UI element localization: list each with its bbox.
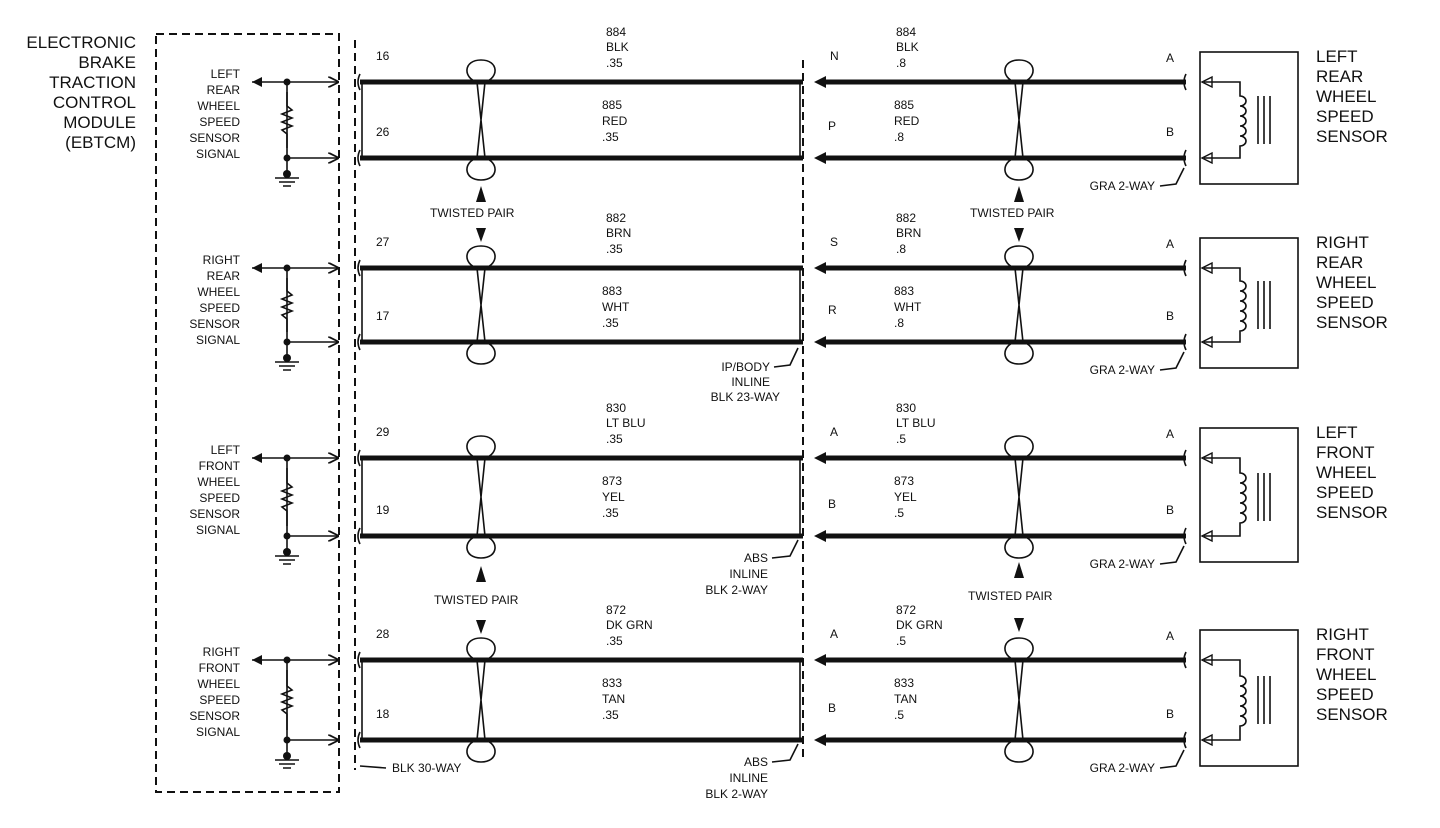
module-signal-label: SENSOR — [189, 317, 240, 331]
inline-pin-label: P — [828, 119, 837, 133]
wire-color: LT BLU — [896, 416, 936, 430]
twisted-pair-label: TWISTED PAIR — [430, 206, 515, 220]
sensor-box — [1200, 238, 1298, 368]
sensor-name-label: FRONT — [1316, 443, 1375, 462]
connector-arrow-icon — [814, 530, 826, 542]
module-signal-label: WHEEL — [197, 99, 240, 113]
inline-pin-label: A — [830, 425, 839, 439]
resistor-icon — [282, 92, 292, 148]
node-dot — [284, 265, 291, 272]
circuit-number: 882 — [896, 211, 917, 225]
ground-icon — [275, 362, 299, 370]
arrow-down-icon — [476, 620, 486, 634]
sensor-connector-label: GRA 2-WAY — [1089, 557, 1155, 571]
wire-color: YEL — [602, 490, 625, 504]
module-signal-label: SENSOR — [189, 709, 240, 723]
connector-arrow-icon — [814, 152, 826, 164]
sensor-pin-label: B — [1166, 309, 1175, 323]
circuit-number: 883 — [602, 284, 623, 298]
connector-arrow-icon — [814, 76, 826, 88]
wire-gauge: .8 — [894, 130, 905, 144]
wire-gauge: .35 — [602, 506, 619, 520]
module-pin-label: 17 — [376, 309, 390, 323]
module-signal-label: SIGNAL — [195, 147, 240, 161]
node-dot — [284, 455, 291, 462]
sensor-box — [1200, 630, 1298, 766]
arrow-up-icon — [1014, 186, 1024, 202]
wire-color: TAN — [602, 692, 626, 706]
module-title-line: (EBTCM) — [65, 133, 136, 152]
node-dot — [283, 752, 291, 760]
wire-gauge: .35 — [606, 432, 623, 446]
circuit-number: 833 — [894, 676, 915, 690]
ip-body-label: INLINE — [731, 375, 770, 389]
sensor-pin-label: B — [1166, 707, 1175, 721]
inline-pin-label: R — [828, 303, 837, 317]
circuit-number: 872 — [606, 603, 627, 617]
wire-color: DK GRN — [606, 618, 653, 632]
wire-gauge: .35 — [602, 708, 619, 722]
sensor-connector-label: GRA 2-WAY — [1089, 179, 1155, 193]
sensor-name-label: SENSOR — [1316, 127, 1388, 146]
arrow-up-icon — [476, 186, 486, 202]
connector-end — [1184, 652, 1186, 748]
arrow-up-icon — [1014, 562, 1024, 578]
twisted-pair-icon — [1005, 60, 1033, 180]
wire-color: DK GRN — [896, 618, 943, 632]
module-pin-label: 19 — [376, 503, 390, 517]
module-signal-label: WHEEL — [197, 475, 240, 489]
sensor-pin-label: B — [1166, 125, 1175, 139]
abs-inline-leader — [772, 744, 798, 762]
wire-gauge: .8 — [896, 56, 907, 70]
wire-color: YEL — [894, 490, 917, 504]
twisted-pair-label: TWISTED PAIR — [434, 593, 519, 607]
sensor-pin-label: A — [1166, 51, 1175, 65]
node-dot — [283, 354, 291, 362]
sensor-coil-icon — [1204, 660, 1246, 740]
pair-bracket — [362, 458, 800, 536]
abs-inline-label: ABS — [743, 755, 768, 769]
wire-gauge: .35 — [606, 634, 623, 648]
pair-bracket — [362, 660, 800, 740]
arrow-left-icon — [252, 655, 262, 665]
resistor-icon — [282, 468, 292, 526]
ground-icon — [275, 760, 299, 768]
sensor-name-label: SENSOR — [1316, 313, 1388, 332]
module-signal-label: SPEED — [199, 301, 240, 315]
twisted-pair-label: TWISTED PAIR — [970, 206, 1055, 220]
inline-pin-label: B — [828, 497, 837, 511]
pair-bracket — [362, 268, 800, 342]
circuit-number: 883 — [894, 284, 915, 298]
circuit-right-front — [189, 603, 1387, 775]
resistor-icon — [282, 670, 292, 730]
sensor-connector-leader — [1160, 546, 1184, 564]
connector-end — [358, 450, 360, 544]
wire-color: RED — [894, 114, 920, 128]
wire-gauge: .5 — [894, 506, 905, 520]
module-pin-label: 27 — [376, 235, 390, 249]
module-signal-label: RIGHT — [202, 645, 240, 659]
ground-icon — [275, 178, 299, 186]
circuit-number: 873 — [602, 474, 623, 488]
connector-end — [358, 652, 360, 748]
arrow-left-icon — [252, 453, 262, 463]
circuit-number: 885 — [602, 98, 623, 112]
module-signal-label: SENSOR — [189, 131, 240, 145]
wire-color: LT BLU — [606, 416, 646, 430]
connector-arrow-icon — [814, 336, 826, 348]
circuit-number: 882 — [606, 211, 627, 225]
arrow-left-icon — [252, 77, 262, 87]
ip-body-label: IP/BODY — [721, 360, 770, 374]
sensor-box — [1200, 52, 1298, 184]
module-pin-label: 28 — [376, 627, 390, 641]
sensor-core-icon — [1258, 96, 1270, 144]
module-title-line: TRACTION — [49, 73, 136, 92]
wire-color: WHT — [894, 300, 922, 314]
sensor-coil-icon — [1204, 82, 1246, 158]
wire-color: BLK — [606, 40, 629, 54]
module-signal-label: LEFT — [210, 443, 240, 457]
sensor-name-label: SENSOR — [1316, 503, 1388, 522]
twisted-pair-icon — [1005, 638, 1033, 762]
wire-color: RED — [602, 114, 628, 128]
module-title-line: BRAKE — [78, 53, 136, 72]
circuits — [189, 25, 1387, 775]
twisted-pair-icon — [1005, 246, 1033, 364]
arrow-down-icon — [476, 228, 486, 242]
circuit-number: 830 — [606, 401, 627, 415]
module-signal-label: RIGHT — [202, 253, 240, 267]
wire-color: TAN — [894, 692, 918, 706]
node-dot — [283, 548, 291, 556]
sensor-name-label: REAR — [1316, 67, 1364, 86]
sensor-name-label: SPEED — [1316, 685, 1374, 704]
module-pin-label: 18 — [376, 707, 390, 721]
wire-gauge: .8 — [896, 242, 907, 256]
sensor-name-label: FRONT — [1316, 645, 1375, 664]
inline-pin-label: S — [830, 235, 839, 249]
circuit-number: 884 — [606, 25, 627, 39]
connector-arrow-icon — [814, 262, 826, 274]
wire-color: BRN — [896, 226, 922, 240]
ip-body-label: BLK 23-WAY — [710, 390, 780, 404]
abs-inline-label: BLK 2-WAY — [705, 583, 768, 597]
sensor-name-label: SPEED — [1316, 483, 1374, 502]
wire-gauge: .35 — [606, 56, 623, 70]
module-trace — [252, 458, 287, 536]
sensor-name-label: RIGHT — [1316, 233, 1369, 252]
sensor-coil-icon — [1204, 458, 1246, 536]
module-connector-leader — [360, 766, 386, 768]
module-signal-label: SPEED — [199, 115, 240, 129]
sensor-core-icon — [1258, 676, 1270, 724]
sensor-name-label: LEFT — [1316, 423, 1358, 442]
wire-color: WHT — [602, 300, 630, 314]
arrow-up-icon — [476, 566, 486, 582]
abs-inline-label: BLK 2-WAY — [705, 787, 768, 801]
module-trace — [252, 82, 287, 158]
wire-gauge: .5 — [896, 432, 907, 446]
sensor-connector-leader — [1160, 750, 1184, 768]
ip-body-leader — [774, 348, 798, 367]
module-signal-label: SPEED — [199, 693, 240, 707]
module-pin-label: 26 — [376, 125, 390, 139]
sensor-pin-label: A — [1166, 427, 1175, 441]
sensor-name-label: SPEED — [1316, 107, 1374, 126]
sensor-name-label: SPEED — [1316, 293, 1374, 312]
module-pin-label: 29 — [376, 425, 390, 439]
sensor-pin-label: B — [1166, 503, 1175, 517]
module-trace — [252, 268, 287, 342]
inline-connector-labels — [705, 348, 798, 801]
twisted-pair-icon — [467, 436, 495, 558]
connector-end — [1184, 450, 1186, 544]
wire-gauge: .5 — [894, 708, 905, 722]
circuit-number: 830 — [896, 401, 917, 415]
arrow-left-icon — [252, 263, 262, 273]
inline-pin-label: B — [828, 701, 837, 715]
sensor-coil-icon — [1204, 268, 1246, 342]
module-signal-label: REAR — [206, 83, 240, 97]
arrow-down-icon — [1014, 618, 1024, 632]
abs-inline-leader — [772, 540, 798, 558]
connector-arrow-icon — [814, 734, 826, 746]
connector-arrow-icon — [814, 452, 826, 464]
module-signal-label: WHEEL — [197, 677, 240, 691]
resistor-icon — [282, 278, 292, 332]
node-dot — [284, 657, 291, 664]
twisted-pair-icon — [467, 60, 495, 180]
wire-gauge: .35 — [602, 130, 619, 144]
circuit-number: 884 — [896, 25, 917, 39]
module-signal-label: SIGNAL — [195, 725, 240, 739]
sensor-core-icon — [1258, 281, 1270, 329]
sensor-name-label: WHEEL — [1316, 463, 1377, 482]
inline-pin-label: A — [830, 627, 839, 641]
module-signal-label: FRONT — [198, 459, 240, 473]
sensor-box — [1200, 428, 1298, 562]
module-signal-label: FRONT — [198, 661, 240, 675]
module-signal-label: SIGNAL — [195, 523, 240, 537]
sensor-name-label: LEFT — [1316, 47, 1358, 66]
sensor-name-label: SENSOR — [1316, 705, 1388, 724]
abs-inline-label: ABS — [743, 551, 768, 565]
connector-end — [1184, 260, 1186, 350]
sensor-pin-label: A — [1166, 629, 1175, 643]
inline-pin-label: N — [830, 49, 839, 63]
circuit-left-rear — [189, 25, 1387, 193]
module-signal-label: SIGNAL — [195, 333, 240, 347]
sensor-name-label: WHEEL — [1316, 273, 1377, 292]
abs-inline-label: INLINE — [729, 771, 768, 785]
module-signal-label: SPEED — [199, 491, 240, 505]
module-pin-label: 16 — [376, 49, 390, 63]
sensor-connector-leader — [1160, 352, 1184, 370]
node-dot — [284, 79, 291, 86]
sensor-name-label: WHEEL — [1316, 87, 1377, 106]
wire-color: BRN — [606, 226, 632, 240]
module-boundary — [156, 34, 339, 792]
module-signal-label: LEFT — [210, 67, 240, 81]
sensor-name-label: WHEEL — [1316, 665, 1377, 684]
wire-gauge: .35 — [602, 316, 619, 330]
abs-inline-label: INLINE — [729, 567, 768, 581]
connector-end — [358, 260, 360, 350]
connector-end — [1184, 74, 1186, 166]
ground-icon — [275, 556, 299, 564]
twisted-pair-icon — [1005, 436, 1033, 558]
module-trace — [252, 660, 287, 740]
module-title-line: ELECTRONIC — [26, 33, 136, 52]
circuit-left-front — [189, 401, 1387, 571]
sensor-pin-label: A — [1166, 237, 1175, 251]
module-signal-label: SENSOR — [189, 507, 240, 521]
sensor-connector-label: GRA 2-WAY — [1089, 363, 1155, 377]
circuit-number: 872 — [896, 603, 917, 617]
twisted-pair-icon — [467, 246, 495, 364]
wire-color: BLK — [896, 40, 919, 54]
circuit-number: 885 — [894, 98, 915, 112]
wire-gauge: .8 — [894, 316, 905, 330]
module-title-line: MODULE — [63, 113, 136, 132]
pair-bracket — [362, 82, 800, 158]
circuit-right-rear — [189, 211, 1387, 377]
module-signal-label: REAR — [206, 269, 240, 283]
circuit-number: 833 — [602, 676, 623, 690]
wire-gauge: .5 — [896, 634, 907, 648]
twisted-pair-icon — [467, 638, 495, 762]
sensor-name-label: RIGHT — [1316, 625, 1369, 644]
connector-end — [358, 74, 360, 166]
module-signal-label: WHEEL — [197, 285, 240, 299]
node-dot — [283, 170, 291, 178]
module-title-line: CONTROL — [52, 93, 136, 112]
connector-arrow-icon — [814, 654, 826, 666]
module-connector-label: BLK 30-WAY — [392, 761, 462, 775]
module-title — [26, 33, 136, 152]
sensor-connector-leader — [1160, 168, 1184, 186]
arrow-down-icon — [1014, 228, 1024, 242]
wire-gauge: .35 — [606, 242, 623, 256]
circuit-number: 873 — [894, 474, 915, 488]
sensor-core-icon — [1258, 473, 1270, 521]
sensor-connector-label: GRA 2-WAY — [1089, 761, 1155, 775]
sensor-name-label: REAR — [1316, 253, 1364, 272]
twisted-pair-label: TWISTED PAIR — [968, 589, 1053, 603]
